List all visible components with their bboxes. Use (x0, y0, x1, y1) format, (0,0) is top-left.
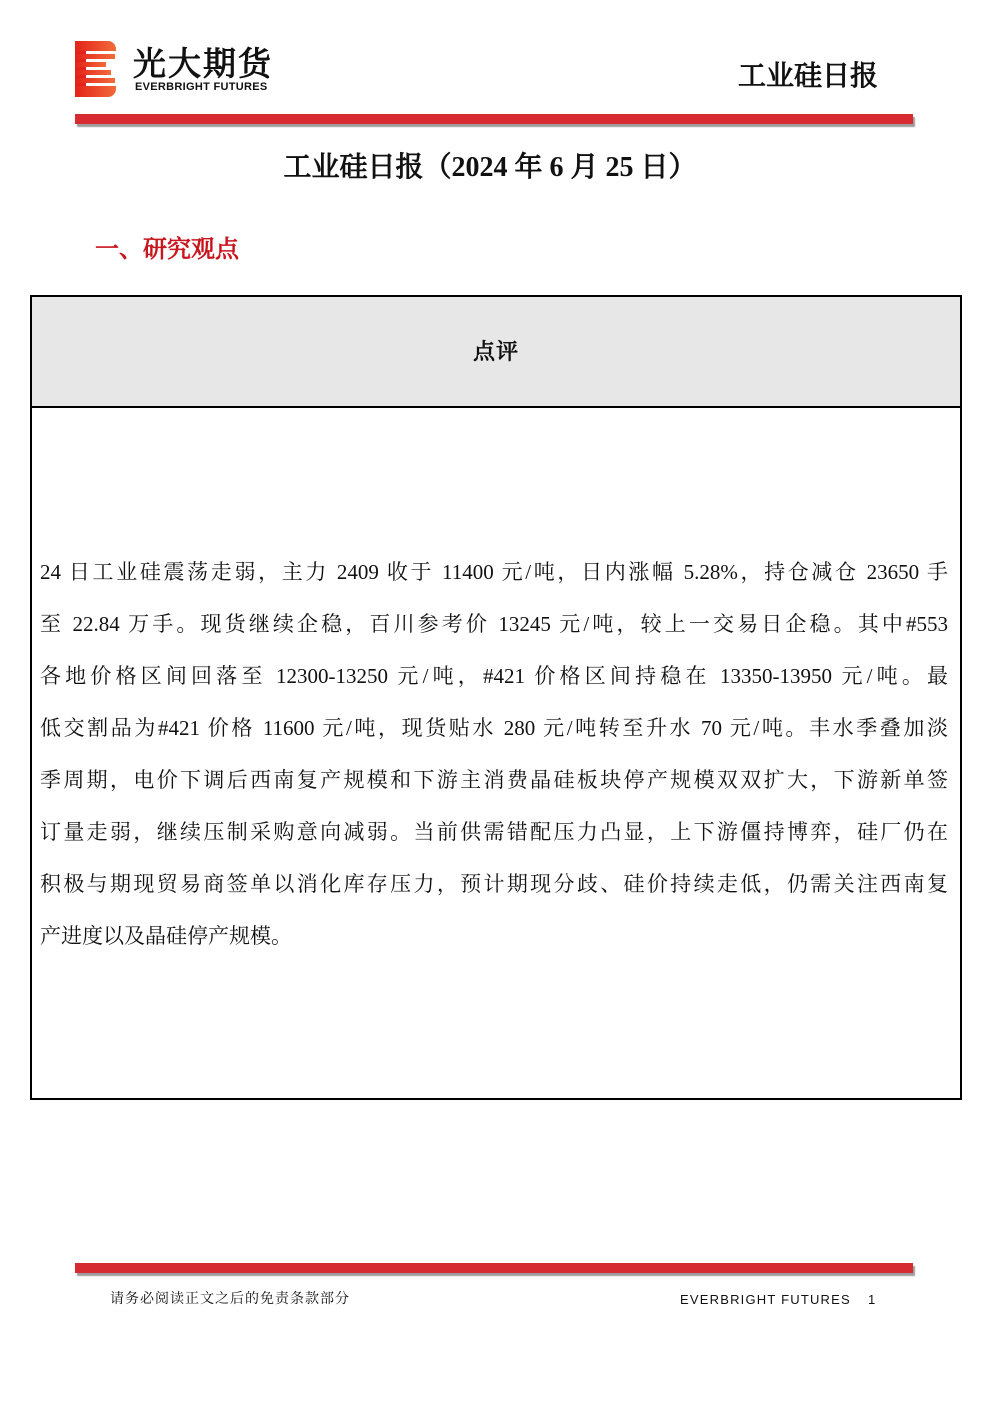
body-line: 至 22.84 万手。现货继续企稳，百川参考价 13245 元/吨，较上一交易日企稳。其中#553 (40, 612, 948, 636)
table-header-label: 点评 (472, 338, 519, 364)
footer-company-name: EVERBRIGHT FUTURES (680, 1292, 851, 1307)
footer-divider-bar (75, 1263, 913, 1273)
header-divider-bar (75, 114, 913, 124)
body-line: 低交割品为#421 价格 11600 元/吨，现货贴水 280 元/吨转至升水 70 元/吨。丰水季叠加淡 (40, 716, 948, 740)
logo-name-cn: 光大期货 (133, 45, 273, 82)
logo-name-en: EVERBRIGHT FUTURES (135, 81, 268, 93)
everbright-logo-icon (75, 41, 119, 97)
footer-disclaimer: 请务必阅读正文之后的免责条款部分 (110, 1292, 350, 1307)
page-number: 1 (868, 1292, 876, 1307)
report-name: 工业硅日报 (737, 61, 878, 92)
section-heading: 一、研究观点 (95, 237, 239, 263)
body-line: 各地价格区间回落至 12300-13250 元/吨，#421 价格区间持稳在 13350-13950 元/吨。最 (40, 664, 948, 688)
body-line: 24 日工业硅震荡走弱，主力 2409 收于 11400 元/吨，日内涨幅 5.28%，持仓减仓 23650 手 (40, 560, 948, 584)
body-line: 订量走弱，继续压制采购意向减弱。当前供需错配压力凸显，上下游僵持博弈，硅厂仍在 (40, 820, 948, 844)
table-body-text (40, 546, 948, 962)
page-title: 工业硅日报（2024 年 6 月 25 日） (283, 152, 697, 183)
body-line: 季周期，电价下调后西南复产规模和下游主消费晶硅板块停产规模双双扩大，下游新单签 (40, 768, 948, 792)
review-table (30, 295, 962, 1100)
body-line: 积极与期现贸易商签单以消化库存压力，预计期现分歧、硅价持续走低，仍需关注西南复 (40, 872, 948, 896)
table-header-row (32, 297, 960, 408)
body-line: 产进度以及晶硅停产规模。 (40, 924, 292, 948)
